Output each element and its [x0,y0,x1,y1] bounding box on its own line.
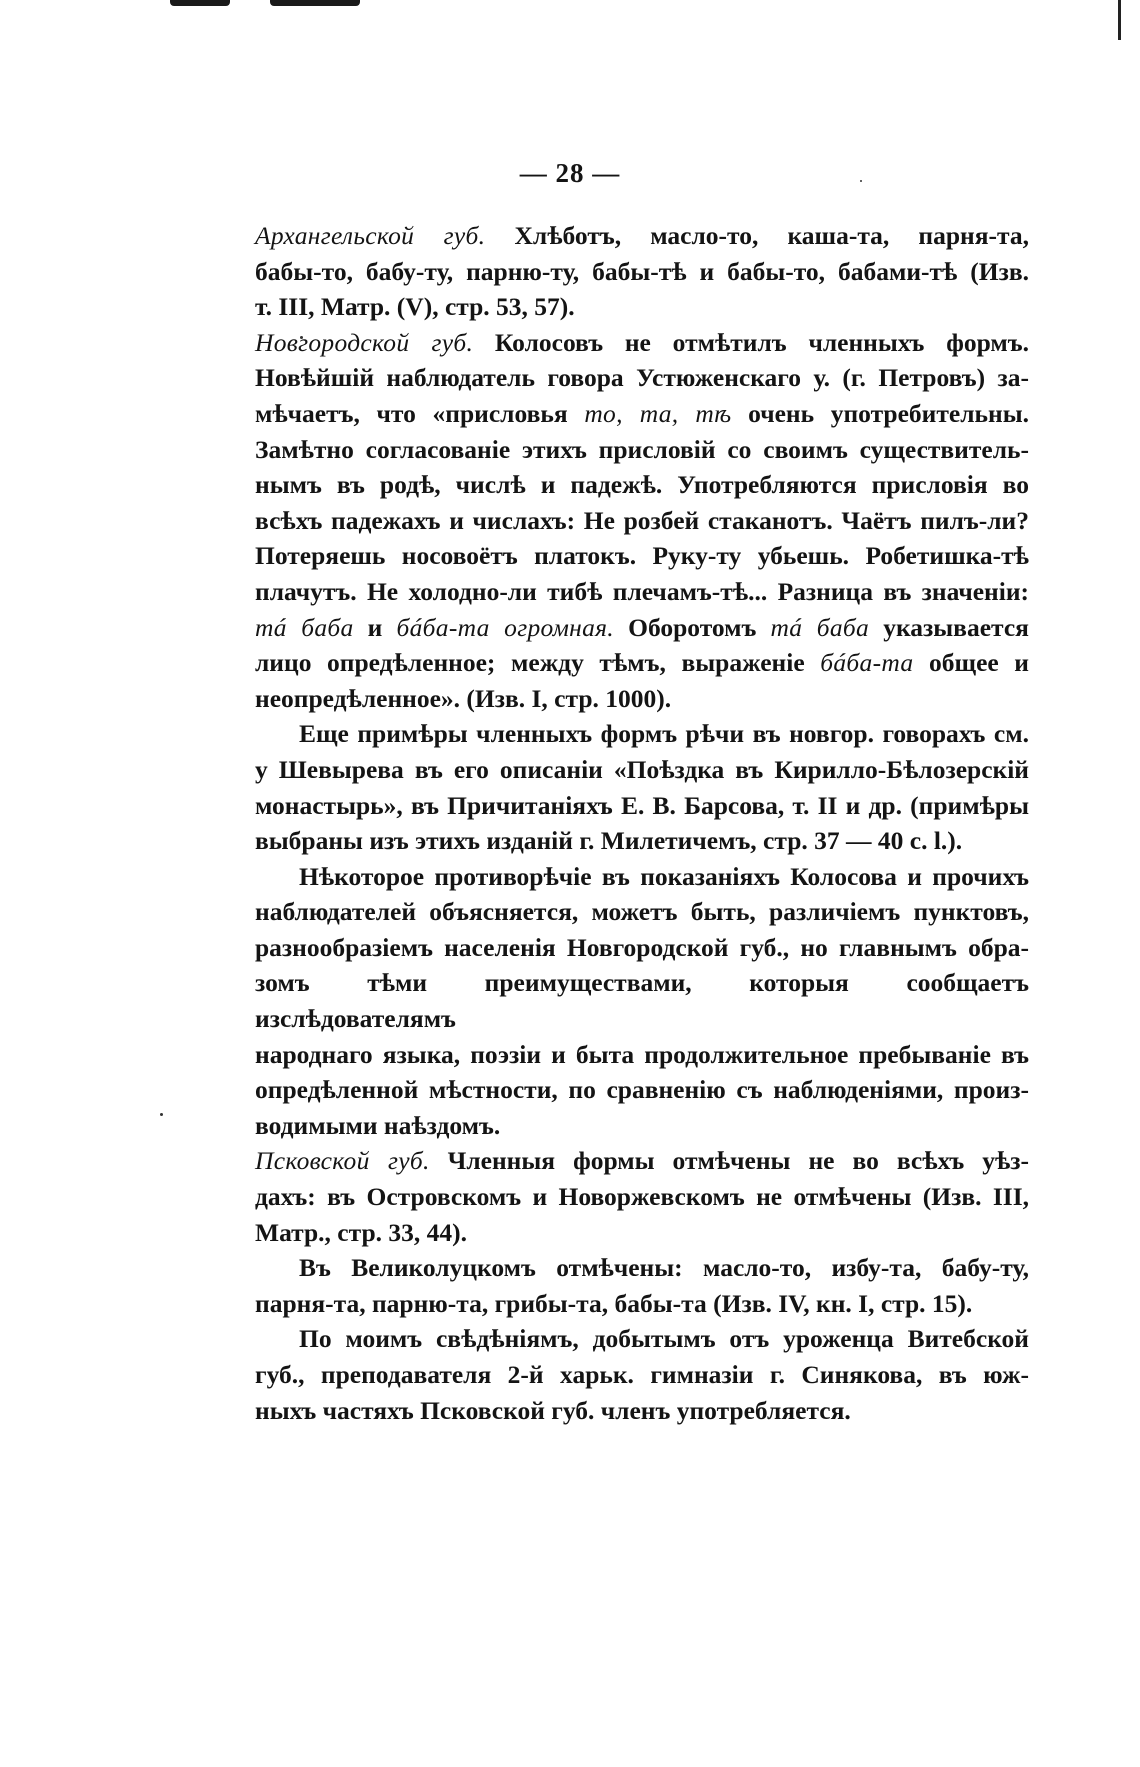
paragraph [255,1321,1029,1428]
text-span: народнаго языка, поэзіи и быта продолжительное пребываніе въ [255,1039,1029,1069]
italic-text: бáба-та огромная. [396,612,614,642]
italic-text: Архангельской губ. [255,221,486,250]
text-span: всѣхъ падежахъ и числахъ: Не розбей стаканотъ. Чаётъ пилъ-ли? [255,505,1029,535]
text-line [255,396,1029,432]
italic-text: Псковской губ. [255,1146,430,1176]
text-line [255,218,1029,254]
text-line [255,716,1029,752]
text-line [255,1393,1029,1429]
text-span: выбраны изъ этихъ изданій г. Милетичемъ, стр. 37 — 40 с. l.). [255,826,963,856]
scan-artifact-right-edge [1118,0,1121,40]
text-span: опредѣленной мѣстности, по сравненію съ наблюденіями, произ- [255,1075,1029,1105]
text-span: общее и [913,648,1029,678]
italic-text: тá баба [255,612,354,642]
text-line [255,859,1029,895]
text-line [255,1250,1029,1286]
text-line [255,325,1029,361]
text-span: Нѣкоторое противорѣчіе въ показаніяхъ Колосова и прочихъ [299,861,1029,891]
text-span: мѣчаетъ, что «присловья [255,398,585,428]
paragraph [255,218,1029,325]
text-line [255,1357,1029,1393]
text-line [255,930,1029,966]
italic-text: бáба-та [820,648,914,678]
text-line [255,965,1029,1036]
paragraph [255,325,1029,717]
text-span: лицо опредѣленное; между тѣмъ, выраженіе [255,648,821,678]
text-line [255,1286,1029,1322]
text-span: разнообразіемъ населенія Новгородской губ., но главнымъ обра- [255,932,1029,962]
scan-artifact-dust [160,1113,163,1116]
text-line [255,610,1029,646]
text-line [255,752,1029,788]
text-span: Матр., стр. 33, 44). [255,1217,468,1247]
text-span: указывается [869,612,1029,642]
text-span: очень употребительны. [731,398,1029,428]
text-line [255,503,1029,539]
text-span: нымъ въ родѣ, числѣ и падежѣ. Употребляются присловія во [255,470,1029,500]
body-text [255,218,1029,1428]
text-span: Въ Великолуцкомъ отмѣчены: масло-то, избу-та, бабу-ту, [299,1253,1029,1283]
text-span: наблюдателей объясняется, можетъ быть, различіемъ пунктовъ, [255,897,1029,927]
text-span: Хлѣботъ, масло-то, каша-та, парня-та, [485,221,1029,250]
text-span: плачутъ. Не холодно-ли тибѣ плечамъ-тѣ... Разница въ значеніи: [255,576,1029,606]
text-span: Еще примѣры членныхъ формъ рѣчи въ новгор. говорахъ см. [299,719,1029,749]
text-line [255,289,1029,325]
text-span: зомъ тѣми преимуществами, которыя сообщаетъ изслѣдователямъ [255,968,1029,1034]
text-line [255,1179,1029,1215]
paragraph [255,859,1029,1144]
text-line [255,574,1029,610]
text-line [255,1072,1029,1108]
text-line [255,681,1029,717]
italic-text: Новгородской губ. [255,327,474,357]
page-number: — 28 — [519,158,621,188]
text-span: монастырь», въ Причитаніяхъ Е. В. Барсова, т. II и др. (примѣры [255,790,1029,820]
text-line [255,538,1029,574]
text-span: По моимъ свѣдѣніямъ, добытымъ отъ уроженца Витебской [299,1324,1029,1354]
text-span: т. III, Матр. (V), стр. 53, 57). [255,292,575,322]
text-span: Колосовъ не отмѣтилъ членныхъ формъ. [473,327,1029,357]
text-line [255,788,1029,824]
text-line [255,1215,1029,1251]
text-span: губ., преподавателя 2-й харьк. гимназіи г. Синякова, въ юж- [255,1360,1029,1389]
text-span: ныхъ частяхъ Псковской губ. членъ употребляется. [255,1395,851,1425]
text-line [255,894,1029,930]
text-span: Замѣтно согласованіе этихъ присловій со своимъ существитель- [255,434,1029,464]
text-line [255,823,1029,859]
text-span: неопредѣленное». (Изв. I, стр. 1000). [255,683,672,713]
text-line [255,432,1029,468]
text-line [255,254,1029,290]
text-span: у Шевырева въ его описаніи «Поѣздка въ Кирилло-Бѣлозерскій [255,754,1029,784]
paragraph [255,716,1029,858]
italic-text: тá баба [770,612,870,642]
text-span: Оборотомъ [613,612,771,642]
text-line [255,360,1029,396]
text-line [255,1143,1029,1179]
text-span: бабы-то, бабу-ту, парню-ту, бабы-тѣ и бабы-то, бабами-тѣ (Изв. [255,256,1029,286]
text-span: водимыми наѣздомъ. [255,1110,501,1140]
paragraph [255,1250,1029,1321]
text-line [255,467,1029,503]
scan-artifact-top-mark [270,0,360,6]
text-span: Членныя формы отмѣчены не во всѣхъ уѣз- [429,1146,1029,1176]
italic-text: то, та, тѣ [584,398,732,428]
paragraph [255,1143,1029,1250]
text-line [255,1321,1029,1357]
text-span: Новѣйшій наблюдатель говора Устюженскаго у. (г. Петровъ) за- [255,363,1029,393]
scan-artifact-top-mark [170,0,230,6]
text-span: Потеряешь носовоётъ платокъ. Руку-ту убьешь. Робетишка-тѣ [255,541,1029,571]
text-line [255,1037,1029,1073]
text-span: парня-та, парню-та, грибы-та, бабы-та (Изв. IV, кн. I, стр. 15). [255,1288,973,1318]
text-span: и [353,612,397,642]
text-span: дахъ: въ Островскомъ и Новоржевскомъ не отмѣчены (Изв. III, [255,1182,1029,1212]
text-line [255,645,1029,681]
text-line [255,1108,1029,1144]
